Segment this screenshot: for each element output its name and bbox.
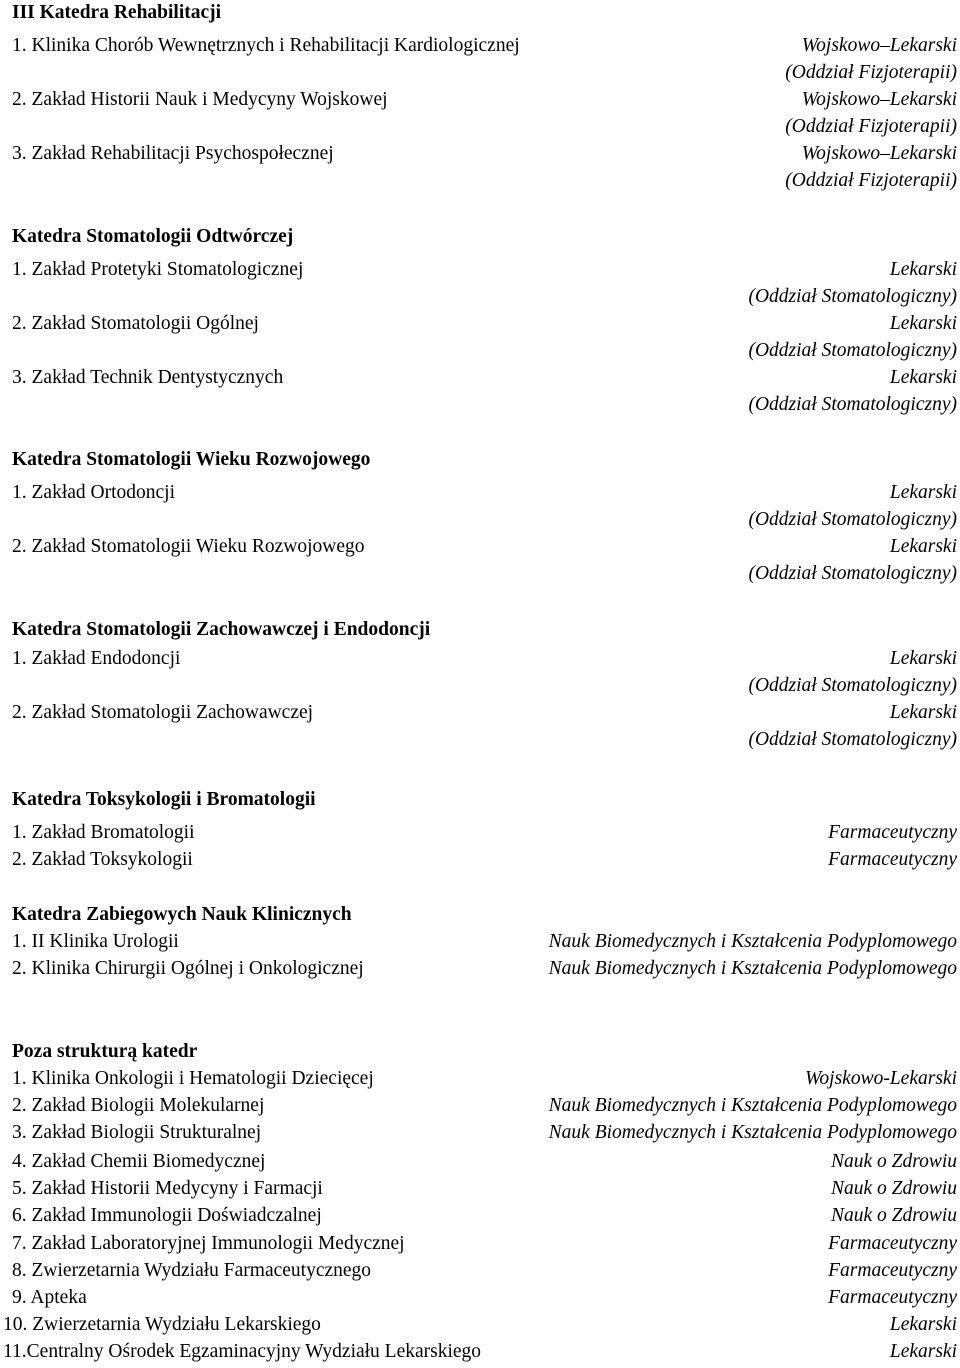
unit-name: 2. Zakład Stomatologii Ogólnej	[12, 313, 259, 334]
section-heading: Katedra Stomatologii Zachowawczej i Endodoncji	[12, 619, 431, 640]
unit-name: 9. Apteka	[12, 1287, 87, 1308]
unit-name: 1. Zakład Protetyki Stomatologicznej	[12, 259, 304, 280]
section-heading: III Katedra Rehabilitacji	[12, 2, 222, 23]
unit-name: 2. Zakład Historii Nauk i Medycyny Wojskowej	[12, 89, 388, 110]
subunit-name: (Oddział Stomatologiczny)	[748, 340, 957, 361]
section-heading: Poza strukturą katedr	[12, 1041, 198, 1062]
unit-name: 4. Zakład Chemii Biomedycznej	[12, 1151, 266, 1172]
unit-name: 8. Zwierzetarnia Wydziału Farmaceutycznego	[12, 1260, 372, 1281]
unit-name: 2. Klinika Chirurgii Ogólnej i Onkologicznej	[12, 958, 364, 979]
unit-name: 3. Zakład Rehabilitacji Psychospołecznej	[12, 143, 334, 164]
faculty-name: Farmaceutyczny	[828, 1233, 957, 1254]
unit-name: 11.Centralny Ośrodek Egzaminacyjny Wydziału Lekarskiego	[3, 1341, 482, 1362]
faculty-name: Wojskowo–Lekarski	[801, 89, 957, 110]
faculty-name: Wojskowo–Lekarski	[801, 143, 957, 164]
unit-name: 2. Zakład Toksykologii	[12, 849, 193, 870]
faculty-name: Farmaceutyczny	[828, 822, 957, 843]
unit-name: 1. Zakład Ortodoncji	[12, 482, 175, 503]
faculty-name: Farmaceutyczny	[828, 849, 957, 870]
unit-name: 1. Klinika Onkologii i Hematologii Dziecięcej	[12, 1068, 374, 1089]
faculty-name: Nauk Biomedycznych i Kształcenia Podyplomowego	[548, 1122, 957, 1143]
unit-name: 6. Zakład Immunologii Doświadczalnej	[12, 1205, 322, 1226]
subunit-name: (Oddział Stomatologiczny)	[748, 509, 957, 530]
faculty-name: Nauk o Zdrowiu	[830, 1178, 957, 1199]
faculty-name: Farmaceutyczny	[828, 1287, 957, 1308]
subunit-name: (Oddział Fizjoterapii)	[785, 170, 957, 191]
unit-name: 2. Zakład Stomatologii Wieku Rozwojowego	[12, 536, 365, 557]
subunit-name: (Oddział Stomatologiczny)	[748, 729, 957, 750]
faculty-name: Nauk o Zdrowiu	[830, 1205, 957, 1226]
faculty-name: Nauk Biomedycznych i Kształcenia Podyplomowego	[548, 931, 957, 952]
unit-name: 3. Zakład Biologii Strukturalnej	[12, 1122, 262, 1143]
faculty-name: Lekarski	[889, 1341, 957, 1362]
unit-name: 7. Zakład Laboratoryjnej Immunologii Medycznej	[12, 1233, 405, 1254]
faculty-name: Wojskowo–Lekarski	[801, 35, 957, 56]
faculty-name: Nauk o Zdrowiu	[830, 1151, 957, 1172]
unit-name: 1. II Klinika Urologii	[12, 931, 179, 952]
faculty-name: Lekarski	[889, 536, 957, 557]
unit-name: 5. Zakład Historii Medycyny i Farmacji	[12, 1178, 323, 1199]
unit-name: 10. Zwierzetarnia Wydziału Lekarskiego	[3, 1314, 321, 1335]
faculty-name: Nauk Biomedycznych i Kształcenia Podyplomowego	[548, 1095, 957, 1116]
faculty-name: Nauk Biomedycznych i Kształcenia Podyplomowego	[548, 958, 957, 979]
faculty-name: Lekarski	[889, 482, 957, 503]
faculty-name: Lekarski	[889, 313, 957, 334]
faculty-name: Lekarski	[889, 1314, 957, 1335]
section-heading: Katedra Stomatologii Odtwórczej	[12, 226, 294, 247]
section-heading: Katedra Zabiegowych Nauk Klinicznych	[12, 904, 352, 925]
subunit-name: (Oddział Fizjoterapii)	[785, 116, 957, 137]
section-heading: Katedra Toksykologii i Bromatologii	[12, 789, 316, 810]
faculty-name: Lekarski	[889, 259, 957, 280]
unit-name: 1. Klinika Chorób Wewnętrznych i Rehabilitacji Kardiologicznej	[12, 35, 520, 56]
faculty-name: Lekarski	[889, 367, 957, 388]
subunit-name: (Oddział Fizjoterapii)	[785, 62, 957, 83]
section-heading: Katedra Stomatologii Wieku Rozwojowego	[12, 449, 371, 470]
unit-name: 2. Zakład Biologii Molekularnej	[12, 1095, 265, 1116]
subunit-name: (Oddział Stomatologiczny)	[748, 675, 957, 696]
faculty-name: Lekarski	[889, 702, 957, 723]
faculty-name: Farmaceutyczny	[828, 1260, 957, 1281]
unit-name: 1. Zakład Bromatologii	[12, 822, 195, 843]
unit-name: 3. Zakład Technik Dentystycznych	[12, 367, 284, 388]
unit-name: 1. Zakład Endodoncji	[12, 648, 181, 669]
subunit-name: (Oddział Stomatologiczny)	[748, 286, 957, 307]
unit-name: 2. Zakład Stomatologii Zachowawczej	[12, 702, 314, 723]
subunit-name: (Oddział Stomatologiczny)	[748, 394, 957, 415]
subunit-name: (Oddział Stomatologiczny)	[748, 563, 957, 584]
faculty-name: Lekarski	[889, 648, 957, 669]
faculty-name: Wojskowo-Lekarski	[804, 1068, 957, 1089]
